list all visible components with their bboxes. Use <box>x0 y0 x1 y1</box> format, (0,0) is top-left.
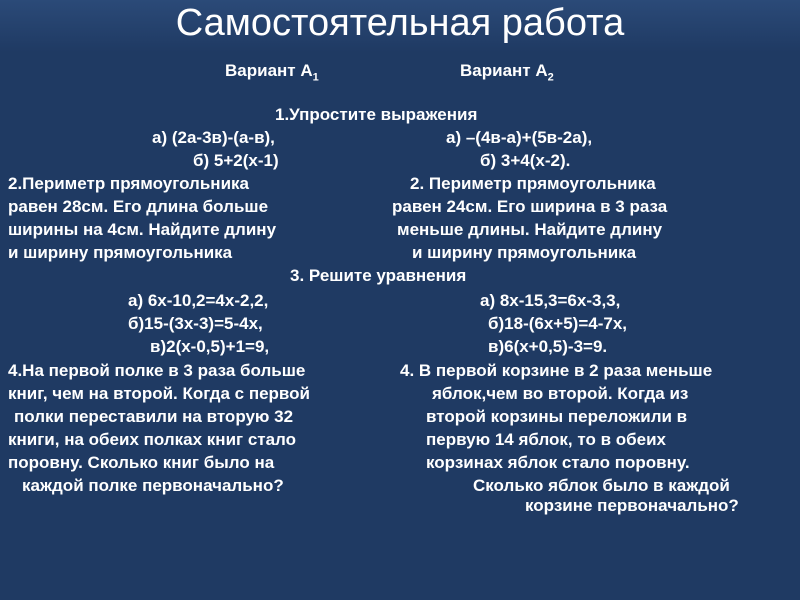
task2-a1-line: ширины на 4см. Найдите длину <box>8 220 277 239</box>
task1-a1-b: б) 5+2(х-1) <box>193 151 279 170</box>
task1-heading: 1.Упростите выражения <box>275 105 478 124</box>
task4-a2-line: яблок,чем во второй. Когда из <box>432 384 689 403</box>
task4-a1-line: книг, чем на второй. Когда с первой <box>8 384 310 403</box>
task4-a1-line: поровну. Сколько книг было на <box>8 453 275 472</box>
variant-a1-sub: 1 <box>312 71 319 84</box>
task4-a1-line: каждой полке первоначально? <box>22 476 284 495</box>
task4-a2-line: первую 14 яблок, то в обеих <box>426 430 667 449</box>
task3-a1-line: а) 6х-10,2=4х-2,2, <box>128 291 269 310</box>
task4-a2-line: Сколько яблок было в каждой <box>473 476 730 495</box>
task1-a2-b: б) 3+4(х-2). <box>480 151 571 170</box>
page-title: Самостоятельная работа <box>175 2 625 44</box>
task2-a2-line: меньше длины. Найдите длину <box>397 220 663 239</box>
variant-a1-heading <box>225 60 319 82</box>
task3-a2-line: в)6(х+0,5)-3=9. <box>488 337 608 356</box>
task2-a2-line: 2. Периметр прямоугольника <box>410 174 656 193</box>
task2-a2-line: и ширину прямоугольника <box>412 243 637 262</box>
task1-a2-a: а) –(4в-а)+(5в-2а), <box>446 128 593 147</box>
task1-a1-a: а) (2а-3в)-(а-в), <box>152 128 275 147</box>
task3-heading: 3. Решите уравнения <box>290 266 467 285</box>
task2-a2-line: равен 24см. Его ширина в 3 раза <box>392 197 668 216</box>
task3-a1-line: в)2(х-0,5)+1=9, <box>150 337 270 356</box>
task3-a2-line: а) 8х-15,3=6х-3,3, <box>480 291 621 310</box>
variant-a2-heading <box>460 60 554 82</box>
variant-a2-sub: 2 <box>547 71 554 84</box>
task2-a1-line: и ширину прямоугольника <box>8 243 233 262</box>
task4-a2-line: второй корзины переложили в <box>426 407 688 426</box>
task4-a2-line: корзине первоначально? <box>525 496 739 515</box>
task4-a2-line: корзинах яблок стало поровну. <box>426 453 690 472</box>
task3-a2-line: б)18-(6х+5)=4-7х, <box>488 314 628 333</box>
task4-a1-line: книги, на обеих полках книг стало <box>8 430 297 449</box>
task3-a1-line: б)15-(3х-3)=5-4х, <box>128 314 263 333</box>
task4-a1-line: полки переставили на вторую 32 <box>14 407 294 426</box>
variant-a2-label: Вариант А <box>460 61 548 80</box>
variant-a1-label: Вариант А <box>225 61 313 80</box>
task2-a1-line: равен 28см. Его длина больше <box>8 197 269 216</box>
task4-a2-line: 4. В первой корзине в 2 раза меньше <box>400 361 713 380</box>
task2-a1-line: 2.Периметр прямоугольника <box>8 174 249 193</box>
task4-a1-line: 4.На первой полке в 3 раза больше <box>8 361 306 380</box>
